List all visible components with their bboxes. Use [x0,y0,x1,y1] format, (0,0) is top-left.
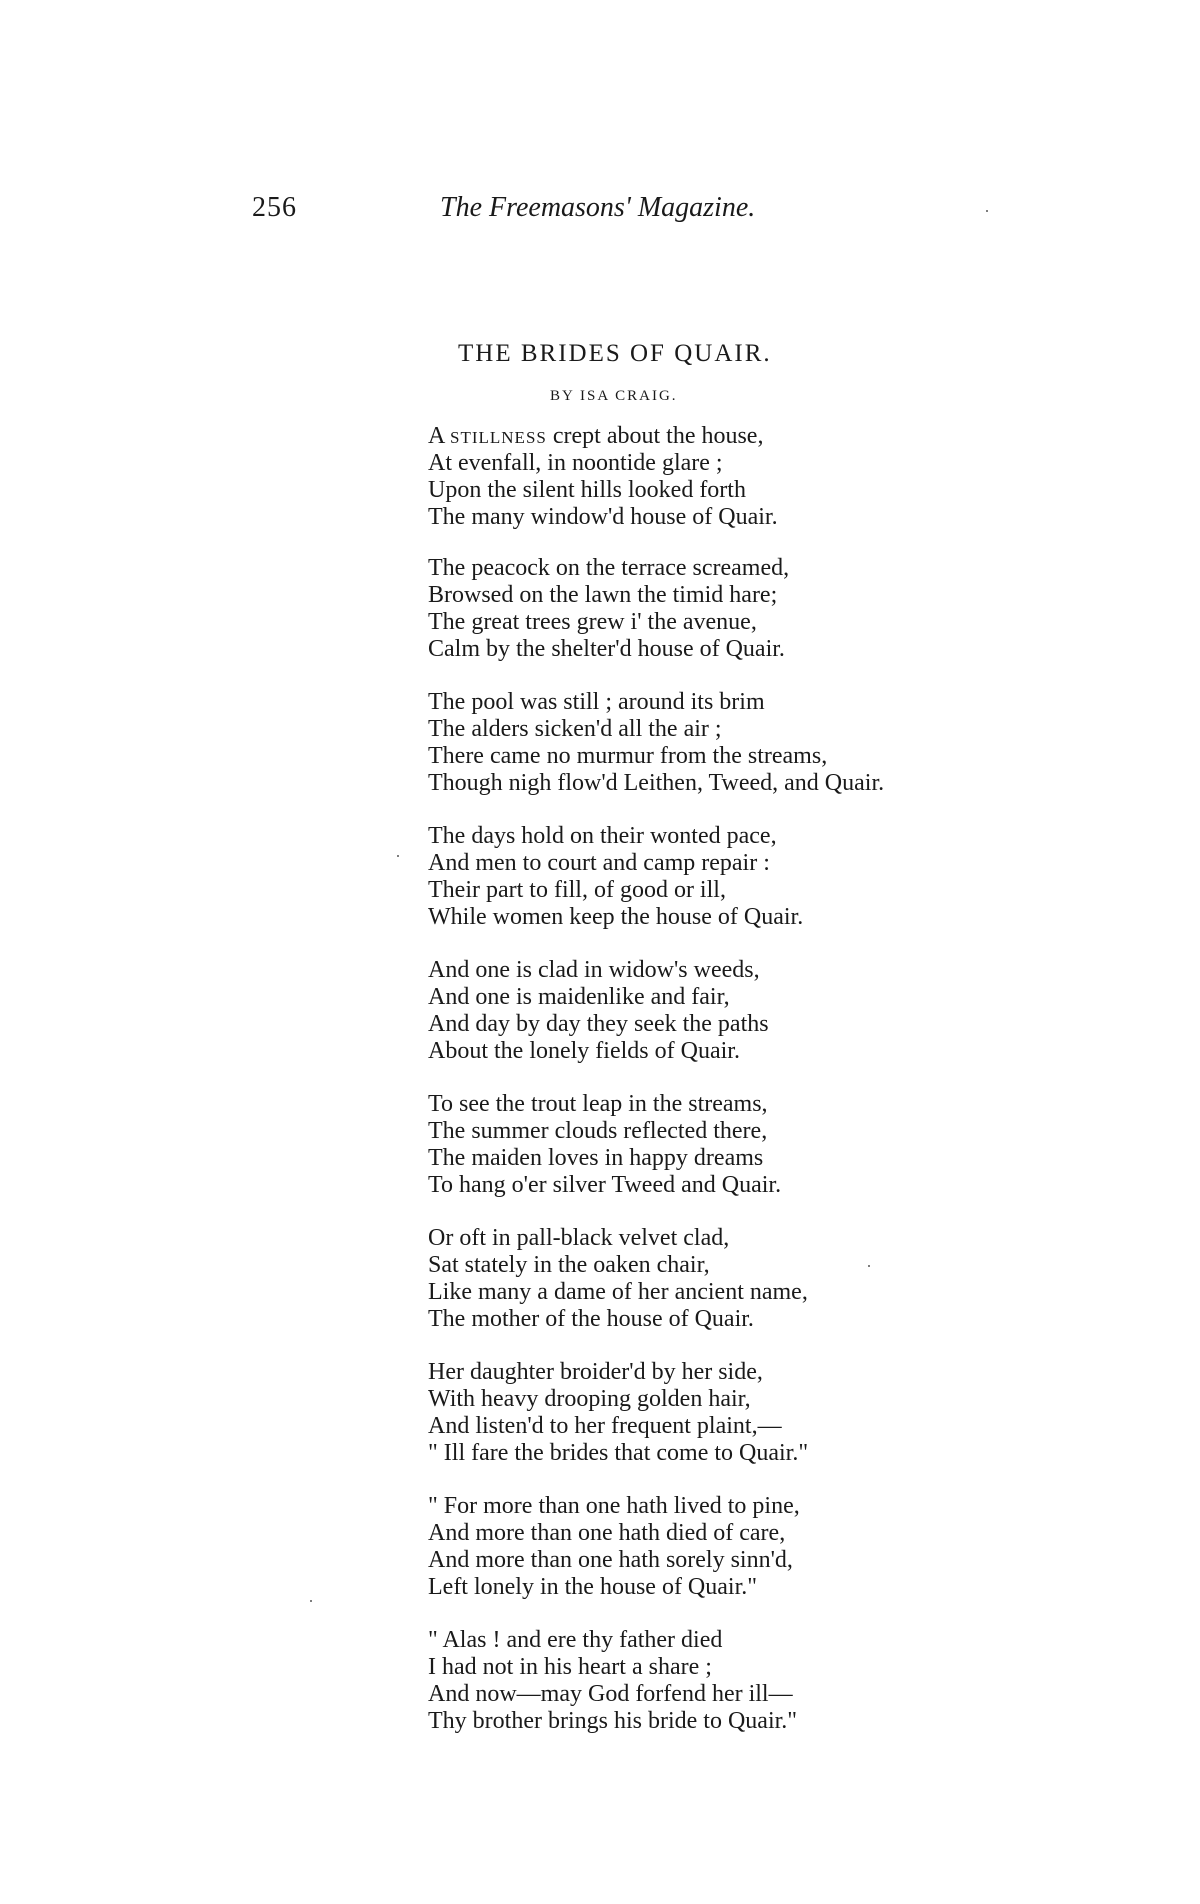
print-speck [986,210,988,212]
stanza [428,1627,988,1735]
stanza [428,1359,988,1467]
poem-line: Their part to fill, of good or ill, [428,877,726,903]
poem-line: The pool was still ; around its brim [428,689,765,715]
poem-line: To see the trout leap in the streams, [428,1091,768,1117]
poem-line: Calm by the shelter'd house of Quair. [428,636,785,662]
poem-line: " Ill fare the brides that come to Quair." [428,1440,809,1466]
poem-body [428,423,988,1761]
poem-line: The maiden loves in happy dreams [428,1145,764,1171]
journal-title: The Freemasons' Magazine. [440,192,756,223]
poem-line: There came no murmur from the streams, [428,743,828,769]
dropcap: A [428,423,451,449]
poem-line: " Alas ! and ere thy father died [428,1627,723,1653]
poem-title: THE BRIDES OF QUAIR. [458,340,772,367]
poem-line: Browsed on the lawn the timid hare; [428,582,778,608]
poem-line: And more than one hath died of care, [428,1520,786,1546]
running-head [0,192,1200,232]
poem-line: The summer clouds reflected there, [428,1118,768,1144]
poem-line: Her daughter broider'd by her side, [428,1359,763,1385]
page-number: 256 [252,192,297,223]
poem-line: Left lonely in the house of Quair." [428,1574,758,1600]
poem-line: The days hold on their wonted pace, [428,823,777,849]
poem-line: With heavy drooping golden hair, [428,1386,751,1412]
poem-line: And day by day they seek the paths [428,1011,769,1037]
poem-line: The great trees grew i' the avenue, [428,609,757,635]
print-speck [310,1600,312,1602]
stanza [428,689,988,797]
poem-line [428,423,988,450]
print-speck [868,1265,870,1267]
poem-line: Like many a dame of her ancient name, [428,1279,808,1305]
poem-line: At evenfall, in noontide glare ; [428,450,723,476]
poem-line: And one is maidenlike and fair, [428,984,730,1010]
stanza [428,1493,988,1601]
stanza [428,1091,988,1199]
poem-line: And now—may God forfend her ill— [428,1681,793,1707]
stanza [428,1225,988,1333]
poem-line: Or oft in pall-black velvet clad, [428,1225,730,1251]
stanza [428,957,988,1065]
poem-line: Thy brother brings his bride to Quair." [428,1708,798,1734]
poem-line: Though nigh flow'd Leithen, Tweed, and Quair. [428,770,885,796]
poem-line: And listen'd to her frequent plaint,— [428,1413,782,1439]
smallcaps-word: stillness [450,423,547,449]
poem-line: Sat stately in the oaken chair, [428,1252,710,1278]
poem-line: To hang o'er silver Tweed and Quair. [428,1172,782,1198]
stanza [428,555,988,663]
poem-line: And one is clad in widow's weeds, [428,957,760,983]
poem-line: The many window'd house of Quair. [428,504,778,530]
poem-line: The alders sicken'd all the air ; [428,716,722,742]
poem-line: The peacock on the terrace screamed, [428,555,790,581]
poem-byline: BY ISA CRAIG. [550,388,678,404]
poem-line: I had not in his heart a share ; [428,1654,712,1680]
stanza [428,423,988,531]
poem-line: About the lonely fields of Quair. [428,1038,740,1064]
line-rest: crept about the house, [546,423,764,449]
poem-line: While women keep the house of Quair. [428,904,804,930]
poem-line: " For more than one hath lived to pine, [428,1493,800,1519]
poem-line: And men to court and camp repair : [428,850,770,876]
poem-line: Upon the silent hills looked forth [428,477,746,503]
stanza [428,823,988,931]
poem-line: The mother of the house of Quair. [428,1306,754,1332]
print-speck [397,855,399,857]
poem-line: And more than one hath sorely sinn'd, [428,1547,793,1573]
